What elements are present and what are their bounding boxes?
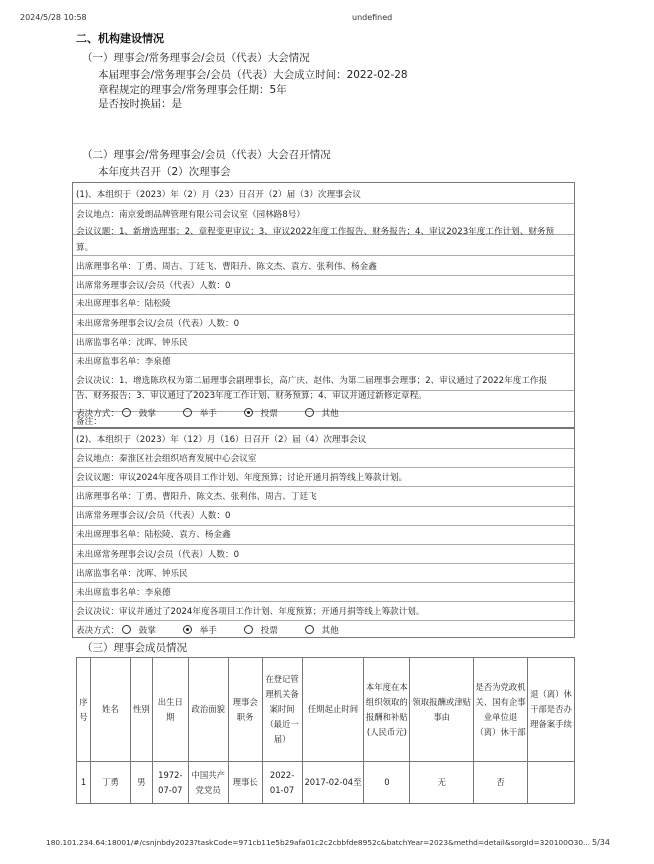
page-number: 5/34	[592, 838, 610, 847]
vote-label: 表决方式：	[76, 409, 119, 419]
meeting-1-absent-standing: 未出席常务理事会议/会员（代表）人数：0	[76, 319, 240, 329]
cell-gender: 男	[130, 762, 152, 804]
meeting-2-attend-supervisors: 出席监事名单：沈晖、钟乐民	[76, 569, 188, 579]
cell-pay-reason: 无	[410, 762, 474, 804]
meeting-2-resolution: 会议决议：审议并通过了2024年度各项目工作计划、年度预算；开通月捐等线上筹款计划。	[76, 607, 425, 617]
section-title: 二、机构建设情况	[76, 32, 164, 45]
meeting-1-remark: 备注：	[76, 417, 102, 427]
sub1-line1: 本届理事会/常务理事会/会员（代表）大会成立时间：2022-02-28	[98, 69, 408, 81]
col-header: 政治面貌	[188, 658, 228, 762]
meeting-1-resolution-cont: 告、财务报告；3、审议通过了2023年度工作计划、财务预算；4、审议并通过新修定章程。	[76, 391, 427, 401]
footer-url: 180.101.234.64:18001/#/csnjnbdy2023?taskCode=971cb11e5b29afa01c2c2cbbfde8952c&batchYear=2023&methd=detail&sorgId=320100O30...	[46, 838, 591, 847]
meeting-1-heading: (1)、本组织于（2023）年（2）月（23）日召开（2）届（3）次理事会议	[76, 190, 361, 200]
col-header: 退（离）休干部是否办理备案手续	[528, 658, 575, 762]
col-header: 是否为党政机关、国有企事业单位退（离）休干部	[474, 658, 528, 762]
col-header: 领取报酬或津贴事由	[410, 658, 474, 762]
print-datetime: 2024/5/28 10:58	[20, 13, 87, 22]
cell-retired-filed	[528, 762, 575, 804]
meeting-1-absent-supervisors: 未出席监事名单：李泉德	[76, 357, 171, 367]
vote-option-ballot: 投票	[244, 626, 278, 636]
col-header: 出生日期	[152, 658, 188, 762]
cell-retired: 否	[474, 762, 528, 804]
cell-political: 中国共产党党员	[188, 762, 228, 804]
radio-icon[interactable]	[305, 625, 314, 634]
meeting-1-resolution: 会议决议：1、增选陈玖权为第二届理事会副理事长，高广庆、赵伟、为第二届理事会理事；2、审议通过了2022年度工作报	[76, 376, 548, 386]
vote-option-applause: 鼓掌	[122, 409, 156, 419]
col-header: 姓名	[90, 658, 130, 762]
meeting-2-absent-directors: 未出席理事名单：陆松陵、袁方、杨金鑫	[76, 530, 231, 540]
cell-index: 1	[77, 762, 91, 804]
radio-icon[interactable]	[122, 625, 131, 634]
meeting-2-vote	[76, 624, 363, 636]
meeting-2-topics: 会议议题：审议2024年度各项目工作计划、年度预算；讨论开通月捐等线上筹款计划。	[76, 473, 408, 483]
sub1-line3: 是否按时换届：是	[98, 98, 182, 110]
meeting-1-attend-supervisors: 出席监事名单：沈晖、钟乐民	[76, 338, 188, 348]
meeting-2-location: 会议地点：秦淮区社会组织培育发展中心会议室	[76, 454, 257, 464]
col-header: 性别	[130, 658, 152, 762]
vote-option-other: 其他	[305, 409, 339, 419]
vote-option-ballot: 投票	[244, 409, 278, 419]
meeting-2-attend-directors: 出席理事名单：丁勇、曹阳升、陈文杰、张利伟、周吉、丁廷飞	[76, 492, 317, 502]
radio-icon[interactable]	[122, 408, 131, 417]
cell-name: 丁勇	[90, 762, 130, 804]
cell-position: 理事长	[228, 762, 262, 804]
sub2-summary: 本年度共召开（2）次理事会	[98, 166, 231, 178]
vote-option-applause: 鼓掌	[122, 626, 156, 636]
sub1-title: （一）理事会/常务理事会/会员（代表）大会情况	[82, 52, 310, 64]
radio-selected-icon[interactable]	[183, 625, 192, 634]
col-header: 在登记管理机关备案时间（最近一届）	[262, 658, 302, 762]
sub2-title: （二）理事会/常务理事会/会员（代表）大会召开情况	[82, 149, 331, 161]
radio-selected-icon[interactable]	[244, 408, 253, 417]
col-header: 本年度在本组织领取的报酬和补贴(人民币元)	[364, 658, 410, 762]
col-header: 理事会职务	[228, 658, 262, 762]
meeting-2-absent-supervisors: 未出席监事名单：李泉德	[76, 588, 171, 598]
vote-label: 表决方式：	[76, 626, 119, 636]
vote-option-other: 其他	[305, 626, 339, 636]
meeting-1-topics: 会议议题：1、新增选理事；2、章程变更审议；3、审议2022年度工作报告、财务报告；4、审议2023年度工作计划、财务预	[76, 227, 555, 237]
col-header: 序号	[77, 658, 91, 762]
cell-filing-date: 2022-01-07	[262, 762, 302, 804]
radio-icon[interactable]	[183, 408, 192, 417]
cell-birth: 1972-07-07	[152, 762, 188, 804]
meeting-1-attend-standing: 出席常务理事会议/会员（代表）人数：0	[76, 281, 231, 291]
meeting-1-location: 会议地点：南京爱朗品牌管理有限公司会议室（园林路8号）	[76, 210, 305, 220]
radio-icon[interactable]	[244, 625, 253, 634]
vote-option-hands: 举手	[183, 626, 217, 636]
meeting-2-attend-standing: 出席常务理事会议/会员（代表）人数：0	[76, 511, 231, 521]
sub1-line2: 章程规定的理事会/常务理事会任期：5年	[98, 84, 287, 96]
sub3-title: （三）理事会成员情况	[82, 642, 187, 654]
meeting-1-absent-directors: 未出席理事名单：陆松陵	[76, 299, 171, 309]
meeting-1-topics-cont: 算。	[76, 243, 94, 253]
meeting-2-absent-standing: 未出席常务理事会议/会员（代表）人数：0	[76, 550, 240, 560]
meeting-2-heading: (2)、本组织于（2023）年（12）月（16）日召开（2）届（4）次理事会议	[76, 435, 367, 445]
vote-option-hands: 举手	[183, 409, 217, 419]
cell-pay: 0	[364, 762, 410, 804]
radio-icon[interactable]	[305, 408, 314, 417]
table-header-row	[77, 658, 575, 762]
col-header: 任期起止时间	[302, 658, 364, 762]
meeting-1-vote	[76, 407, 363, 419]
table-row	[77, 762, 575, 804]
members-table	[76, 657, 575, 804]
meeting-1-attend-directors: 出席理事名单：丁勇、周吉、丁廷飞、曹阳升、陈文杰、袁方、张利伟、杨金鑫	[76, 262, 377, 272]
print-title: undefined	[352, 13, 393, 22]
cell-term: 2017-02-04至	[302, 762, 364, 804]
